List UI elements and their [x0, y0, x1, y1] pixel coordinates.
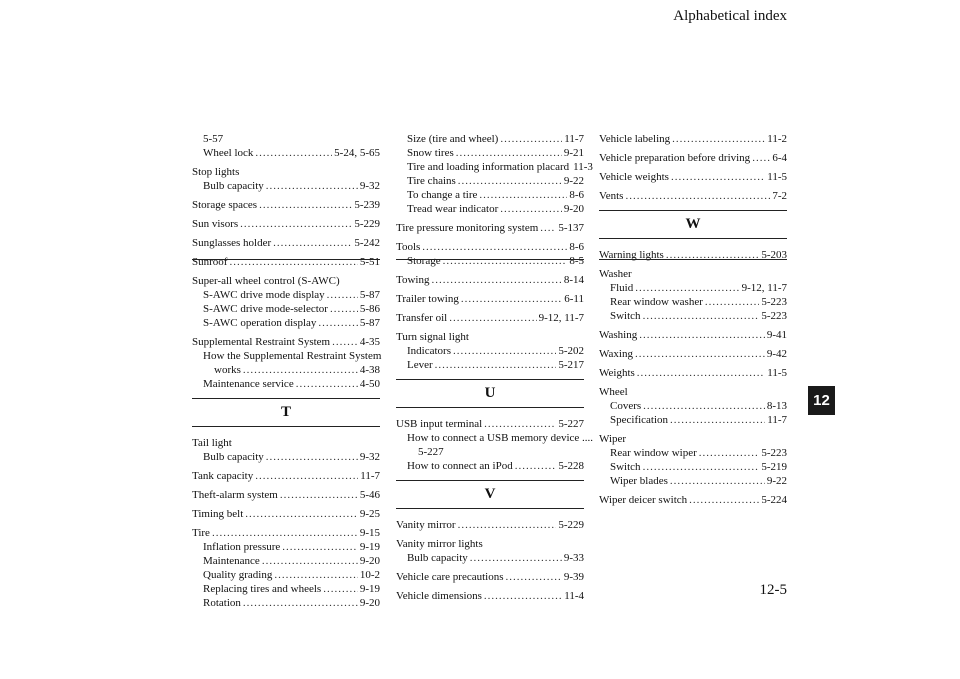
index-subentry[interactable]: How to connect an iPod ..... 5-228 [396, 459, 584, 473]
index-heading: Wheel [599, 386, 628, 398]
index-entry[interactable]: Sunglasses holder ..... 5-242 [192, 236, 380, 250]
index-subentry[interactable]: Maintenance ..... 9-20 [192, 554, 380, 568]
index-continuation: 5-227 [418, 446, 444, 458]
index-entry[interactable]: Sunroof ..... 5-51 [192, 255, 380, 269]
index-heading: Super-all wheel control (S-AWC) [192, 275, 340, 287]
index-subentry[interactable]: Replacing tires and wheels ..... 9-19 [192, 582, 380, 596]
index-subentry[interactable]: Bulb capacity ..... 9-33 [396, 551, 584, 565]
index-entry[interactable]: Vehicle care precautions ..... 9-39 [396, 570, 584, 584]
index-entry[interactable]: Tank capacity ..... 11-7 [192, 469, 380, 483]
index-subentry[interactable]: Bulb capacity ..... 9-32 [192, 450, 380, 464]
page-number: 12-5 [759, 582, 787, 598]
index-entry[interactable]: Transfer oil ..... 9-12, 11-7 [396, 311, 584, 325]
index-entry[interactable]: Vents ..... 7-2 [599, 189, 787, 203]
index-subheading: How the Supplemental Restraint System [203, 350, 382, 362]
index-subentry[interactable]: Size (tire and wheel) ..... 11-7 [396, 132, 584, 146]
index-heading: Turn signal light [396, 331, 469, 343]
index-entry[interactable]: Vanity mirror ..... 5-229 [396, 518, 584, 532]
index-entry[interactable]: Tire pressure monitoring system ..... 5-137 [396, 221, 584, 235]
index-column-3 [599, 132, 787, 512]
index-subentry[interactable]: Wiper blades ..... 9-22 [599, 474, 787, 488]
index-column-2 [396, 132, 594, 608]
index-entry[interactable]: Waxing ..... 9-42 [599, 347, 787, 361]
index-subentry[interactable]: Tire and loading information placard 11-3 [407, 161, 593, 173]
column-top-rule [192, 259, 380, 260]
index-subentry[interactable]: Rear window wiper ..... 5-223 [599, 446, 787, 460]
index-subentry[interactable]: Specification ..... 11-7 [599, 413, 787, 427]
section-letter-u: U [396, 379, 584, 408]
index-entry[interactable]: Vehicle labeling ..... 11-2 [599, 132, 787, 146]
index-subentry[interactable]: Fluid ..... 9-12, 11-7 [599, 281, 787, 295]
index-subentry[interactable]: Indicators ..... 5-202 [396, 344, 584, 358]
index-subentry[interactable]: To change a tire ..... 8-6 [396, 188, 584, 202]
section-letter-w: W [599, 210, 787, 239]
index-entry[interactable]: Sun visors ..... 5-229 [192, 217, 380, 231]
running-head: Alphabetical index [673, 8, 787, 24]
index-heading: Vanity mirror lights [396, 538, 483, 550]
index-entry[interactable]: Storage spaces ..... 5-239 [192, 198, 380, 212]
index-subentry[interactable]: Bulb capacity ..... 9-32 [192, 179, 380, 193]
index-entry[interactable]: Washing ..... 9-41 [599, 328, 787, 342]
index-subentry[interactable]: Rotation ..... 9-20 [192, 596, 380, 610]
index-entry[interactable]: Vehicle preparation before driving ..... 6-4 [599, 151, 787, 165]
index-subentry[interactable]: Quality grading ..... 10-2 [192, 568, 380, 582]
index-subentry[interactable]: Switch ..... 5-219 [599, 460, 787, 474]
index-entry[interactable]: Weights ..... 11-5 [599, 366, 787, 380]
index-entry[interactable]: Theft-alarm system ..... 5-46 [192, 488, 380, 502]
index-entry[interactable]: Towing ..... 8-14 [396, 273, 584, 287]
index-heading: Washer [599, 268, 632, 280]
index-subentry[interactable]: Tire chains ..... 9-22 [396, 174, 584, 188]
index-heading: Stop lights [192, 166, 240, 178]
index-heading: Wiper [599, 433, 627, 445]
index-entry[interactable]: Vehicle dimensions ..... 11-4 [396, 589, 584, 603]
index-column-1 [192, 132, 380, 615]
index-heading: Tail light [192, 437, 232, 449]
index-subentry[interactable]: S-AWC drive mode-selector ..... 5-86 [192, 302, 380, 316]
index-subentry[interactable]: Lever ..... 5-217 [396, 358, 584, 372]
index-subentry[interactable]: Rear window washer ..... 5-223 [599, 295, 787, 309]
chapter-tab[interactable]: 12 [808, 386, 835, 415]
index-subentry[interactable]: Tread wear indicator ..... 9-20 [396, 202, 584, 216]
index-entry[interactable]: Tire ..... 9-15 [192, 526, 380, 540]
index-subentry[interactable]: Snow tires ..... 9-21 [396, 146, 584, 160]
index-subentry[interactable]: S-AWC operation display ..... 5-87 [192, 316, 380, 330]
column-top-rule [396, 259, 584, 260]
index-entry[interactable]: Warning lights ..... 5-203 [599, 248, 787, 262]
index-subentry[interactable]: Covers ..... 8-13 [599, 399, 787, 413]
index-entry[interactable]: Wiper deicer switch ..... 5-224 [599, 493, 787, 507]
index-subentry[interactable]: Inflation pressure ..... 9-19 [192, 540, 380, 554]
section-letter-t: T [192, 398, 380, 427]
index-subentry[interactable]: Wheel lock ..... 5-24, 5-65 [192, 146, 380, 160]
index-subentry[interactable]: How to connect a USB memory device .... [407, 432, 594, 444]
index-subentry[interactable]: Maintenance service ..... 4-50 [192, 377, 380, 391]
section-letter-v: V [396, 480, 584, 509]
index-entry[interactable]: Supplemental Restraint System ..... 4-35 [192, 335, 380, 349]
index-entry[interactable]: USB input terminal ..... 5-227 [396, 417, 584, 431]
index-entry[interactable]: Trailer towing ..... 6-11 [396, 292, 584, 306]
index-entry[interactable]: Tools ..... 8-6 [396, 240, 584, 254]
index-continuation: 5-57 [203, 133, 224, 145]
index-entry[interactable]: Timing belt ..... 9-25 [192, 507, 380, 521]
index-entry[interactable]: Vehicle weights ..... 11-5 [599, 170, 787, 184]
column-top-rule [599, 259, 787, 260]
index-subentry[interactable]: S-AWC drive mode display ..... 5-87 [192, 288, 380, 302]
index-subentry[interactable]: Storage ..... 8-5 [396, 254, 584, 268]
index-subentry[interactable]: Switch ..... 5-223 [599, 309, 787, 323]
index-subentry[interactable]: works ..... 4-38 [192, 363, 380, 377]
